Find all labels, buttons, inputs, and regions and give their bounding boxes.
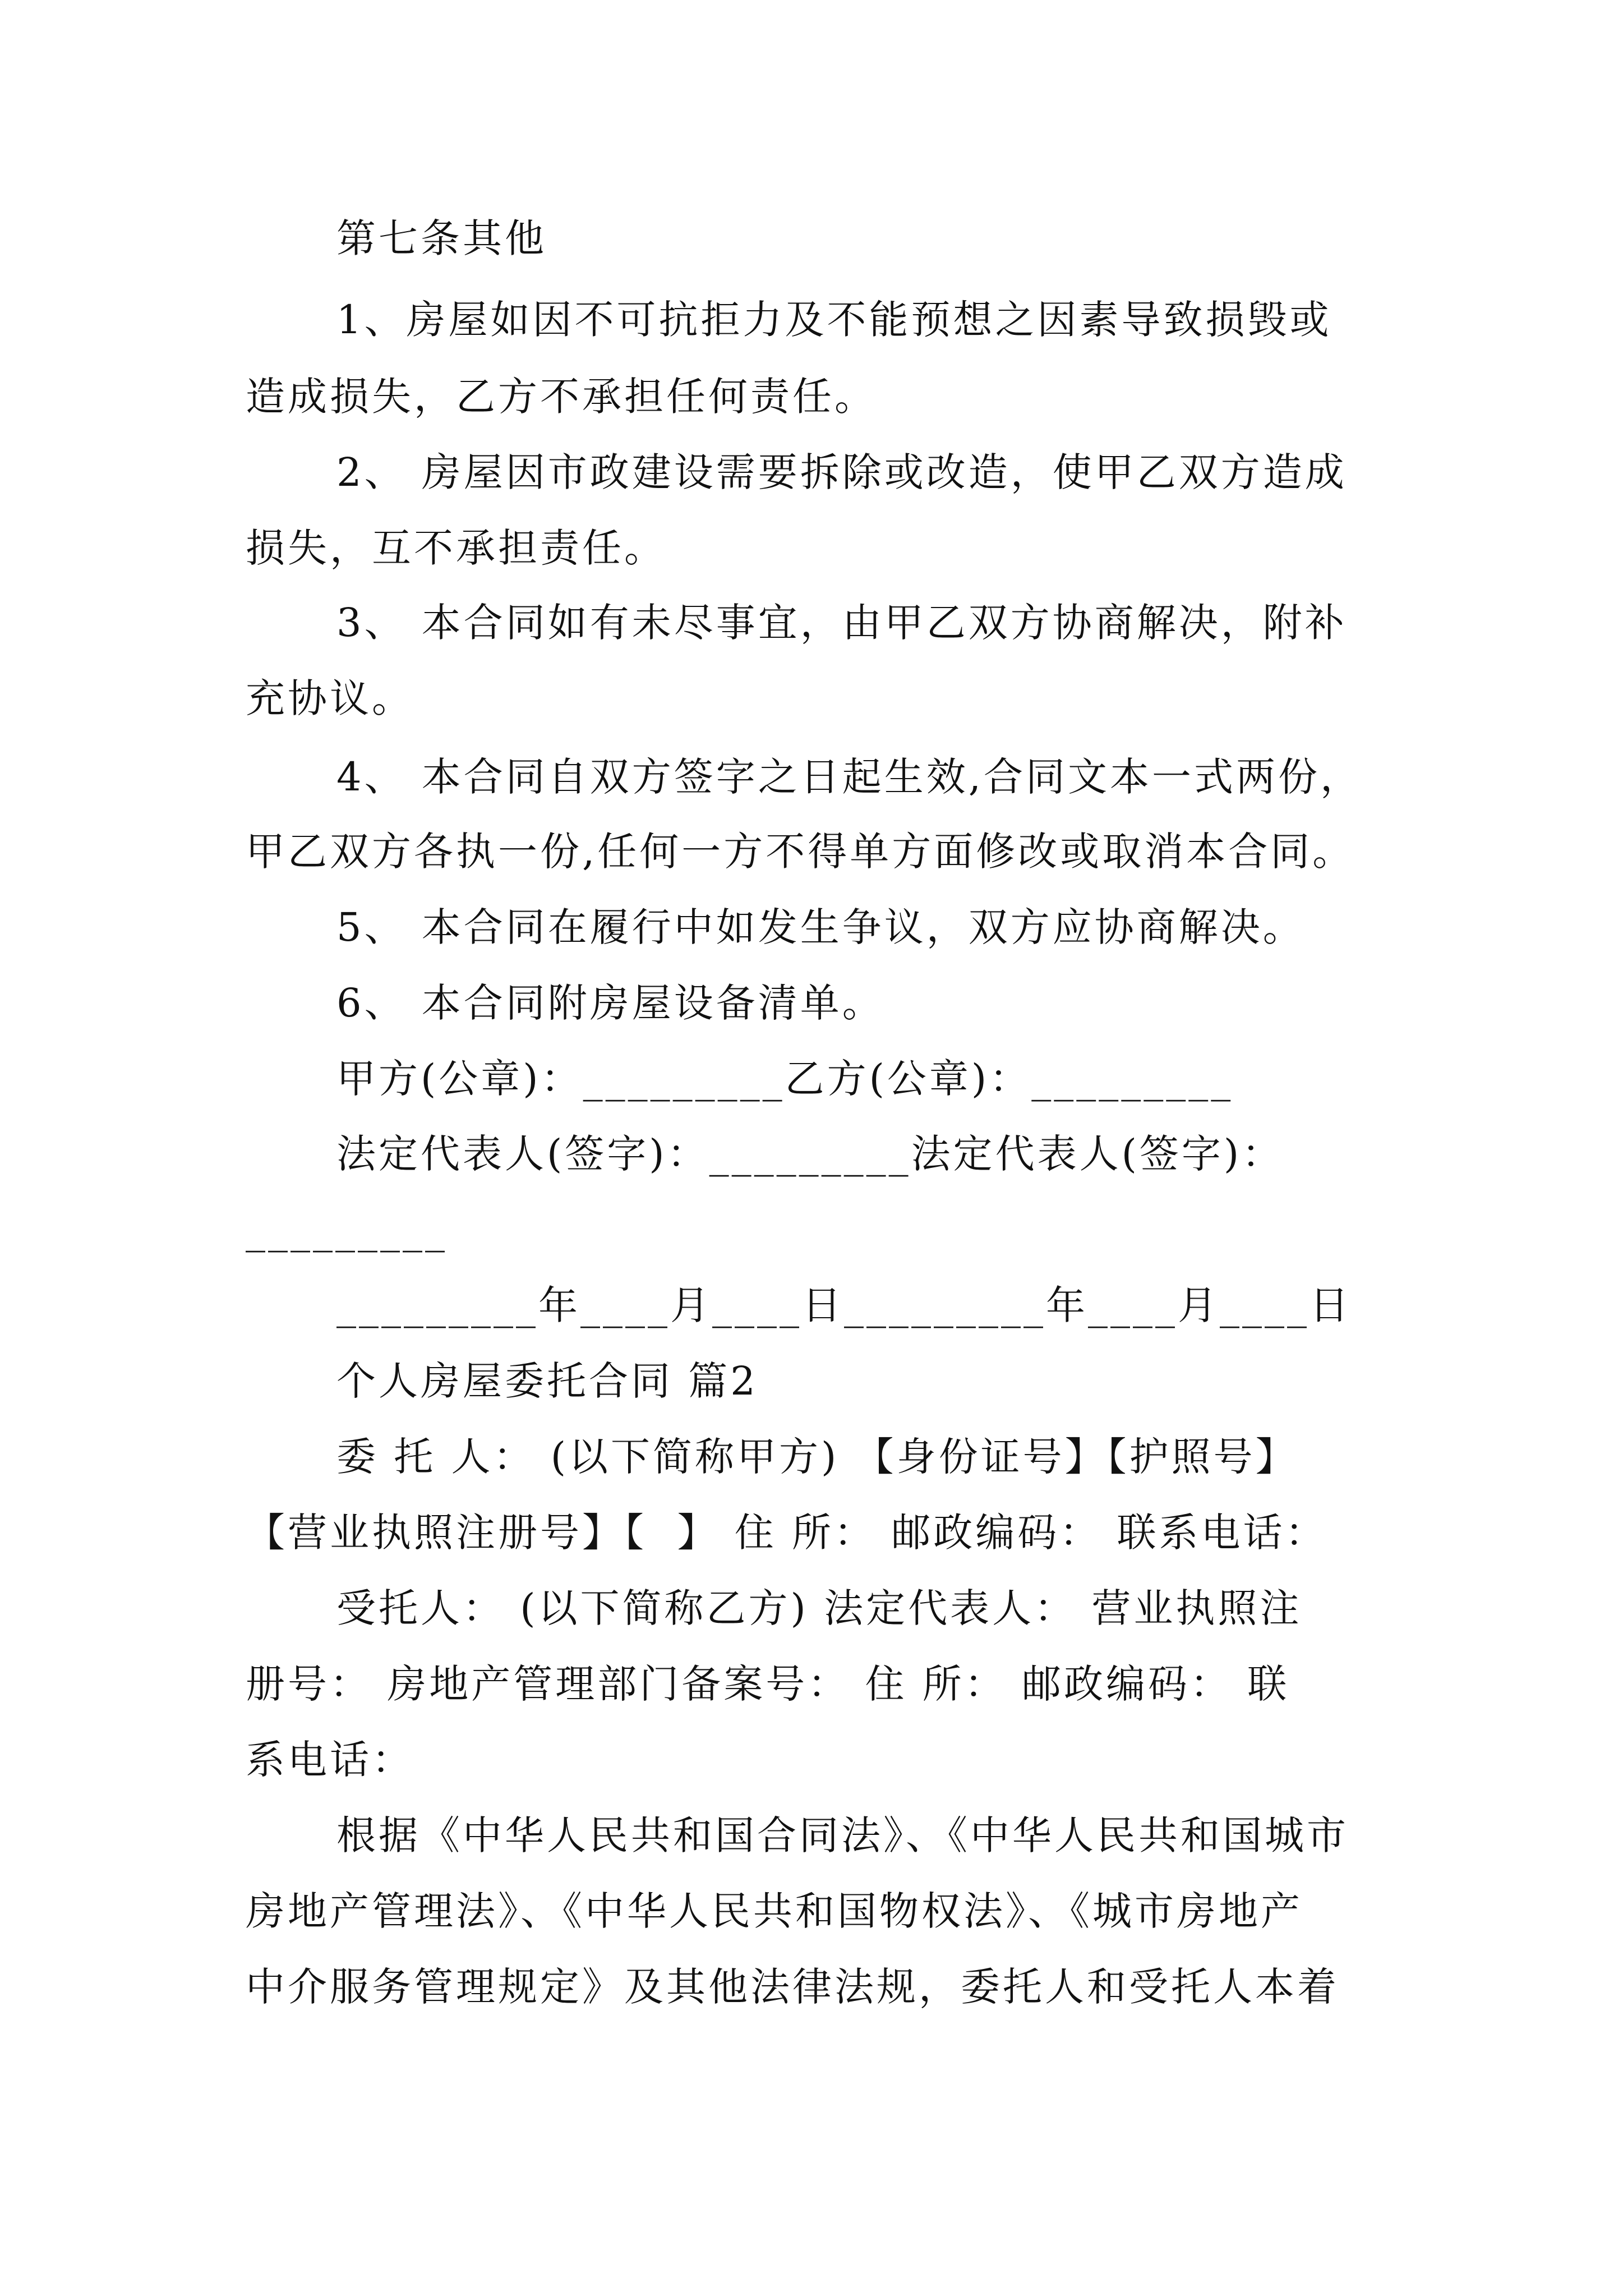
agent-line-1: 受托人： (以下简称乙方) 法定代表人： 营业执照注 (336, 1585, 1302, 1631)
representative-signature-line: 法定代表人(签字)：_________法定代表人(签字)： (336, 1131, 1284, 1177)
clause-1-line-1: 1、房屋如因不可抗拒力及不能预想之因素导致损毁或 (336, 297, 1332, 343)
agent-line-3: 系电话： (246, 1737, 414, 1783)
clause-6-line: 6、 本合同附房屋设备清单。 (336, 980, 884, 1026)
principal-line-1: 委 托 人： (以下简称甲方) 【身份证号】【护照号】 (336, 1434, 1298, 1480)
section-heading: 第七条其他 (336, 215, 547, 261)
clause-2-line-2: 损失，互不承担责任。 (246, 525, 666, 571)
clause-3-line-2: 充协议。 (246, 675, 414, 721)
signature-blank-line: _________ (246, 1207, 448, 1253)
contract-title: 个人房屋委托合同 篇2 (336, 1358, 758, 1404)
party-seal-line: 甲方(公章)：_________乙方(公章)：_________ (336, 1056, 1234, 1102)
principal-line-2: 【营业执照注册号】【 】 住 所： 邮政编码： 联系电话： (246, 1510, 1327, 1556)
agent-line-2: 册号： 房地产管理部门备案号： 住 所： 邮政编码： 联 (246, 1661, 1290, 1707)
clause-4-line-1: 4、 本合同自双方签字之日起生效,合同文本一式两份， (336, 754, 1363, 800)
clause-4-line-2: 甲乙双方各执一份,任何一方不得单方面修改或取消本合同。 (246, 829, 1355, 875)
clause-1-line-2: 造成损失，乙方不承担任何责任。 (246, 374, 877, 420)
clause-3-line-1: 3、 本合同如有未尽事宜，由甲乙双方协商解决，附补 (336, 600, 1347, 646)
clause-2-line-1: 2、 房屋因市政建设需要拆除或改造，使甲乙双方造成 (336, 449, 1347, 495)
clause-5-line: 5、 本合同在履行中如发生争议，双方应协商解决。 (336, 904, 1305, 950)
preamble-line-3: 中介服务管理规定》及其他法律法规，委托人和受托人本着 (246, 1964, 1339, 2010)
preamble-line-1: 根据《中华人民共和国合同法》、《中华人民共和国城市 (336, 1812, 1349, 1858)
date-line: _________年____月____日_________年____月____日 (336, 1282, 1352, 1328)
preamble-line-2: 房地产管理法》、《中华人民共和国物权法》、《城市房地产 (246, 1888, 1303, 1934)
